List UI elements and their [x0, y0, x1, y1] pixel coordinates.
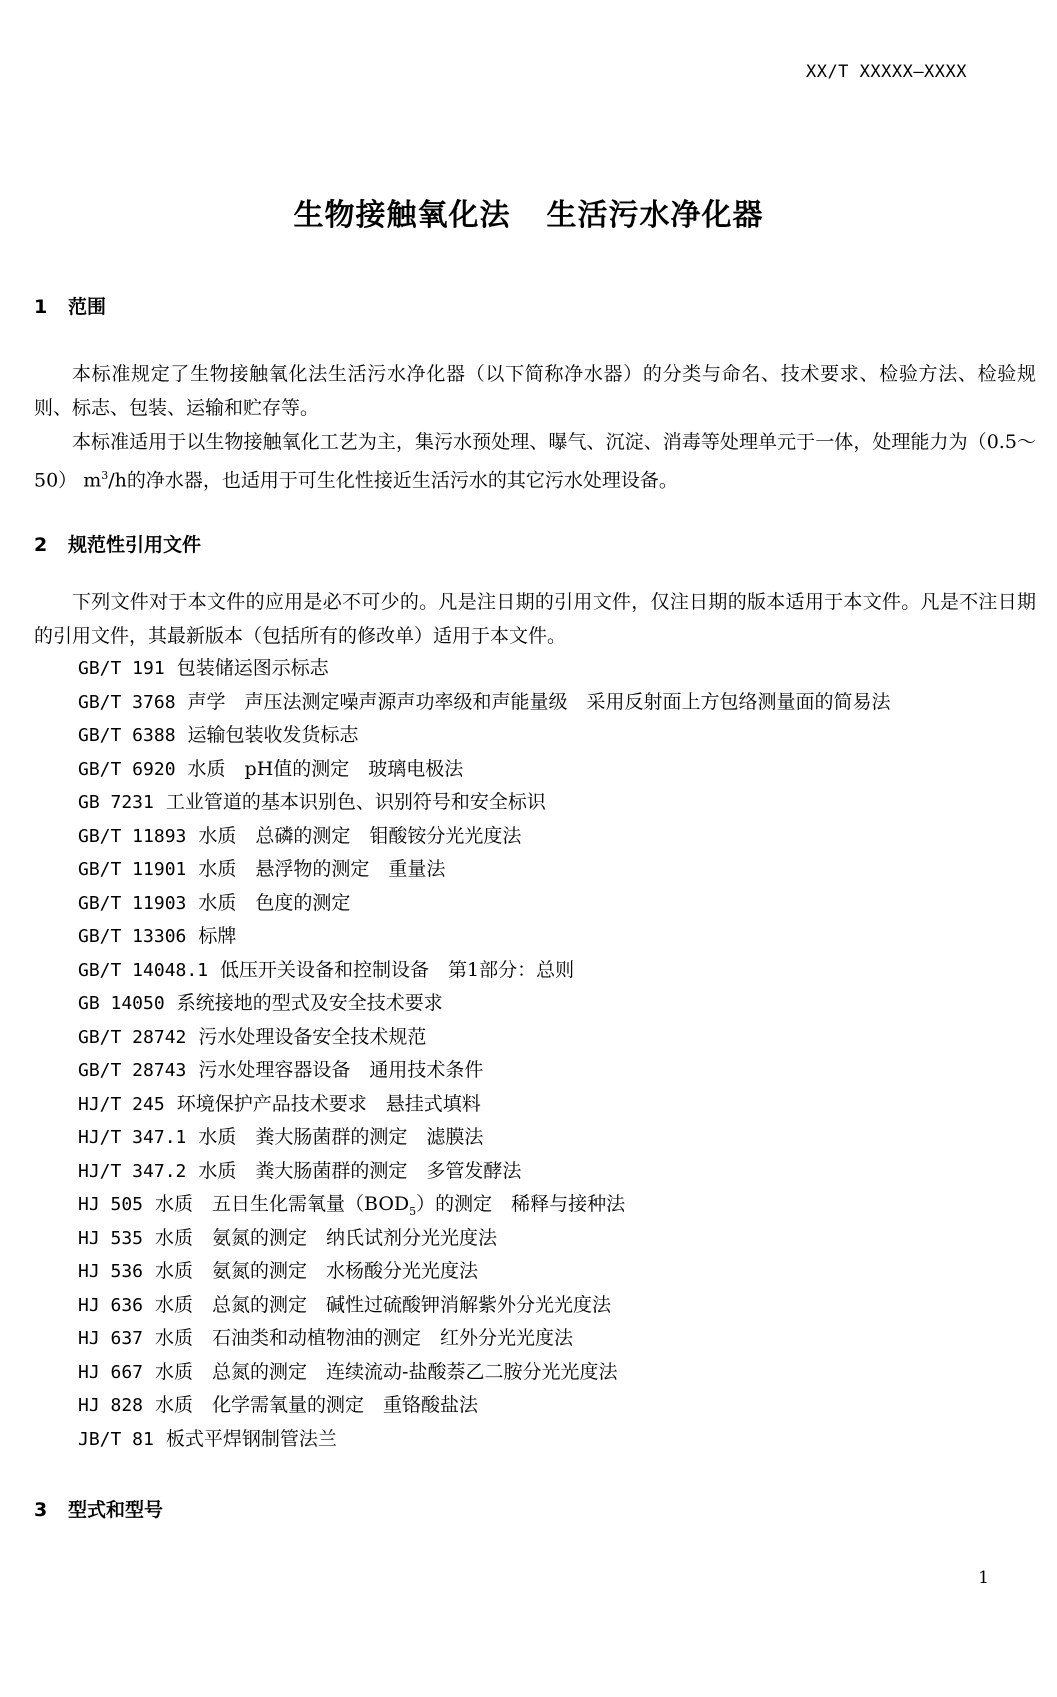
reference-item	[78, 1255, 891, 1289]
reference-title: 板式平焊钢制管法兰	[165, 1427, 337, 1450]
reference-title: 标牌	[198, 925, 237, 947]
reference-title: 声学 声压法测定噪声源声功率级和声能量级 采用反射面上方包络测量面的简易法	[187, 690, 891, 713]
reference-item	[78, 1054, 891, 1088]
reference-item	[78, 1155, 891, 1189]
reference-item	[78, 1356, 891, 1390]
reference-code: GB/T 13306	[78, 926, 187, 947]
reference-title: 水质 总磷的测定 钼酸铵分光光度法	[198, 824, 522, 847]
section-2-intro: 下列文件对于本文件的应用是必不可少的。凡是注日期的引用文件，仅注日期的版本适用于本文件。凡是不注日期的引用文件，其最新版本（包括所有的修改单）适用于本文件。	[34, 591, 1036, 647]
reference-code: GB/T 28743	[78, 1060, 187, 1081]
reference-list	[78, 652, 891, 1456]
reference-title: 水质 色度的测定	[198, 891, 351, 914]
reference-title: 水质 pH值的测定 玻璃电极法	[187, 757, 464, 780]
reference-item	[78, 1021, 891, 1055]
reference-item	[78, 1121, 891, 1155]
reference-title: 污水处理容器设备 通用技术条件	[198, 1059, 484, 1081]
reference-title: 水质 氨氮的测定 水杨酸分光光度法	[155, 1260, 479, 1282]
reference-item	[78, 920, 891, 954]
reference-code: HJ 535	[78, 1227, 144, 1249]
page-number: 1	[978, 1568, 989, 1588]
section-2-title: 规范性引用文件	[68, 534, 202, 556]
reference-code: HJ/T 347.1	[78, 1127, 187, 1148]
reference-code: HJ 637	[78, 1328, 144, 1349]
section-2-heading	[34, 530, 201, 557]
reference-title: 水质 石油类和动植物油的测定 红外分光光度法	[155, 1327, 574, 1349]
reference-code: HJ/T 245	[78, 1093, 165, 1115]
reference-code: GB/T 28742	[78, 1026, 187, 1048]
reference-item	[78, 1222, 891, 1256]
para2-after: /h的净水器，也适用于可生化性接近生活污水的其它污水处理设备。	[108, 469, 678, 492]
reference-item	[78, 786, 891, 820]
reference-code: HJ/T 347.2	[78, 1160, 187, 1182]
reference-title: 水质 粪大肠菌群的测定 滤膜法	[198, 1126, 484, 1148]
reference-code: GB/T 6388	[78, 725, 176, 746]
reference-item	[78, 987, 891, 1021]
para2-superscript: 3	[101, 469, 109, 482]
reference-code: GB/T 191	[78, 658, 165, 679]
reference-title: 低压开关设备和控制设备 第1部分：总则	[220, 958, 575, 981]
reference-item	[78, 853, 891, 887]
reference-title: 运输包装收发货标志	[187, 724, 359, 746]
reference-code: JB/T 81	[78, 1428, 154, 1450]
section-3-heading	[34, 1495, 163, 1522]
document-code: XX/T XXXXX—XXXX	[805, 62, 967, 82]
reference-item	[78, 1423, 891, 1457]
reference-title	[155, 1193, 626, 1218]
reference-item	[78, 1289, 891, 1323]
section-1-heading	[34, 292, 106, 319]
reference-title: 水质 总氮的测定 碱性过硫酸钾消解紫外分光光度法	[155, 1293, 612, 1316]
reference-title: 水质 粪大肠菌群的测定 多管发酵法	[198, 1159, 522, 1182]
reference-item	[78, 1088, 891, 1122]
reference-code: GB/T 14048.1	[78, 959, 209, 981]
reference-item	[78, 954, 891, 988]
reference-code: HJ 636	[78, 1294, 144, 1316]
reference-code: HJ 828	[78, 1395, 144, 1416]
reference-title: 系统接地的型式及安全技术要求	[176, 992, 443, 1014]
reference-item	[78, 652, 891, 686]
reference-code: GB/T 11893	[78, 825, 187, 847]
section-1-paragraph-2	[34, 425, 1036, 497]
reference-code: GB/T 11903	[78, 892, 187, 914]
reference-item	[78, 820, 891, 854]
reference-title: 污水处理设备安全技术规范	[198, 1025, 427, 1048]
reference-item	[78, 1389, 891, 1423]
reference-code: GB 14050	[78, 993, 165, 1014]
reference-title: 环境保护产品技术要求 悬挂式填料	[176, 1092, 481, 1115]
section-1-title: 范围	[68, 296, 107, 318]
section-3-title: 型式和型号	[68, 1499, 164, 1521]
reference-title: 工业管道的基本识别色、识别符号和安全标识	[165, 791, 546, 813]
section-1-number: 1	[34, 296, 48, 318]
reference-title: 包装储运图示标志	[176, 657, 329, 679]
reference-code: GB 7231	[78, 792, 154, 813]
document-title	[0, 190, 1057, 234]
title-part-1: 生物接触氧化法	[293, 198, 511, 233]
reference-item	[78, 1188, 891, 1222]
reference-code: HJ 536	[78, 1261, 144, 1282]
reference-title: 水质 悬浮物的测定 重量法	[198, 858, 446, 880]
reference-code: HJ 505	[78, 1194, 144, 1215]
reference-code: HJ 667	[78, 1361, 144, 1383]
reference-title-before: 水质 五日生化需氧量（BOD	[155, 1193, 410, 1215]
reference-title: 水质 化学需氧量的测定 重铬酸盐法	[155, 1394, 479, 1416]
reference-title: 水质 总氮的测定 连续流动-盐酸萘乙二胺分光光度法	[155, 1360, 618, 1383]
reference-code: GB/T 3768	[78, 691, 176, 713]
reference-code: GB/T 11901	[78, 859, 187, 880]
reference-item	[78, 887, 891, 921]
reference-item	[78, 1322, 891, 1356]
reference-title: 水质 氨氮的测定 纳氏试剂分光光度法	[155, 1226, 498, 1249]
reference-title-after: ）的测定 稀释与接种法	[416, 1193, 626, 1215]
section-2-number: 2	[34, 534, 48, 556]
reference-item	[78, 686, 891, 720]
para2-before: 本标准适用于以生物接触氧化工艺为主，集污水预处理、曝气、沉淀、消毒等处理单元于一体，处理能力为（0.5～50） m	[34, 431, 1036, 492]
reference-code: GB/T 6920	[78, 758, 176, 780]
reference-item	[78, 753, 891, 787]
reference-title-subscript: 5	[409, 1204, 417, 1218]
section-3-number: 3	[34, 1499, 48, 1521]
title-part-2: 生活污水净化器	[546, 198, 764, 233]
section-1-paragraph-1: 本标准规定了生物接触氧化法生活污水净化器（以下简称净水器）的分类与命名、技术要求、检验方法、检验规则、标志、包装、运输和贮存等。	[34, 363, 1036, 419]
reference-item	[78, 719, 891, 753]
